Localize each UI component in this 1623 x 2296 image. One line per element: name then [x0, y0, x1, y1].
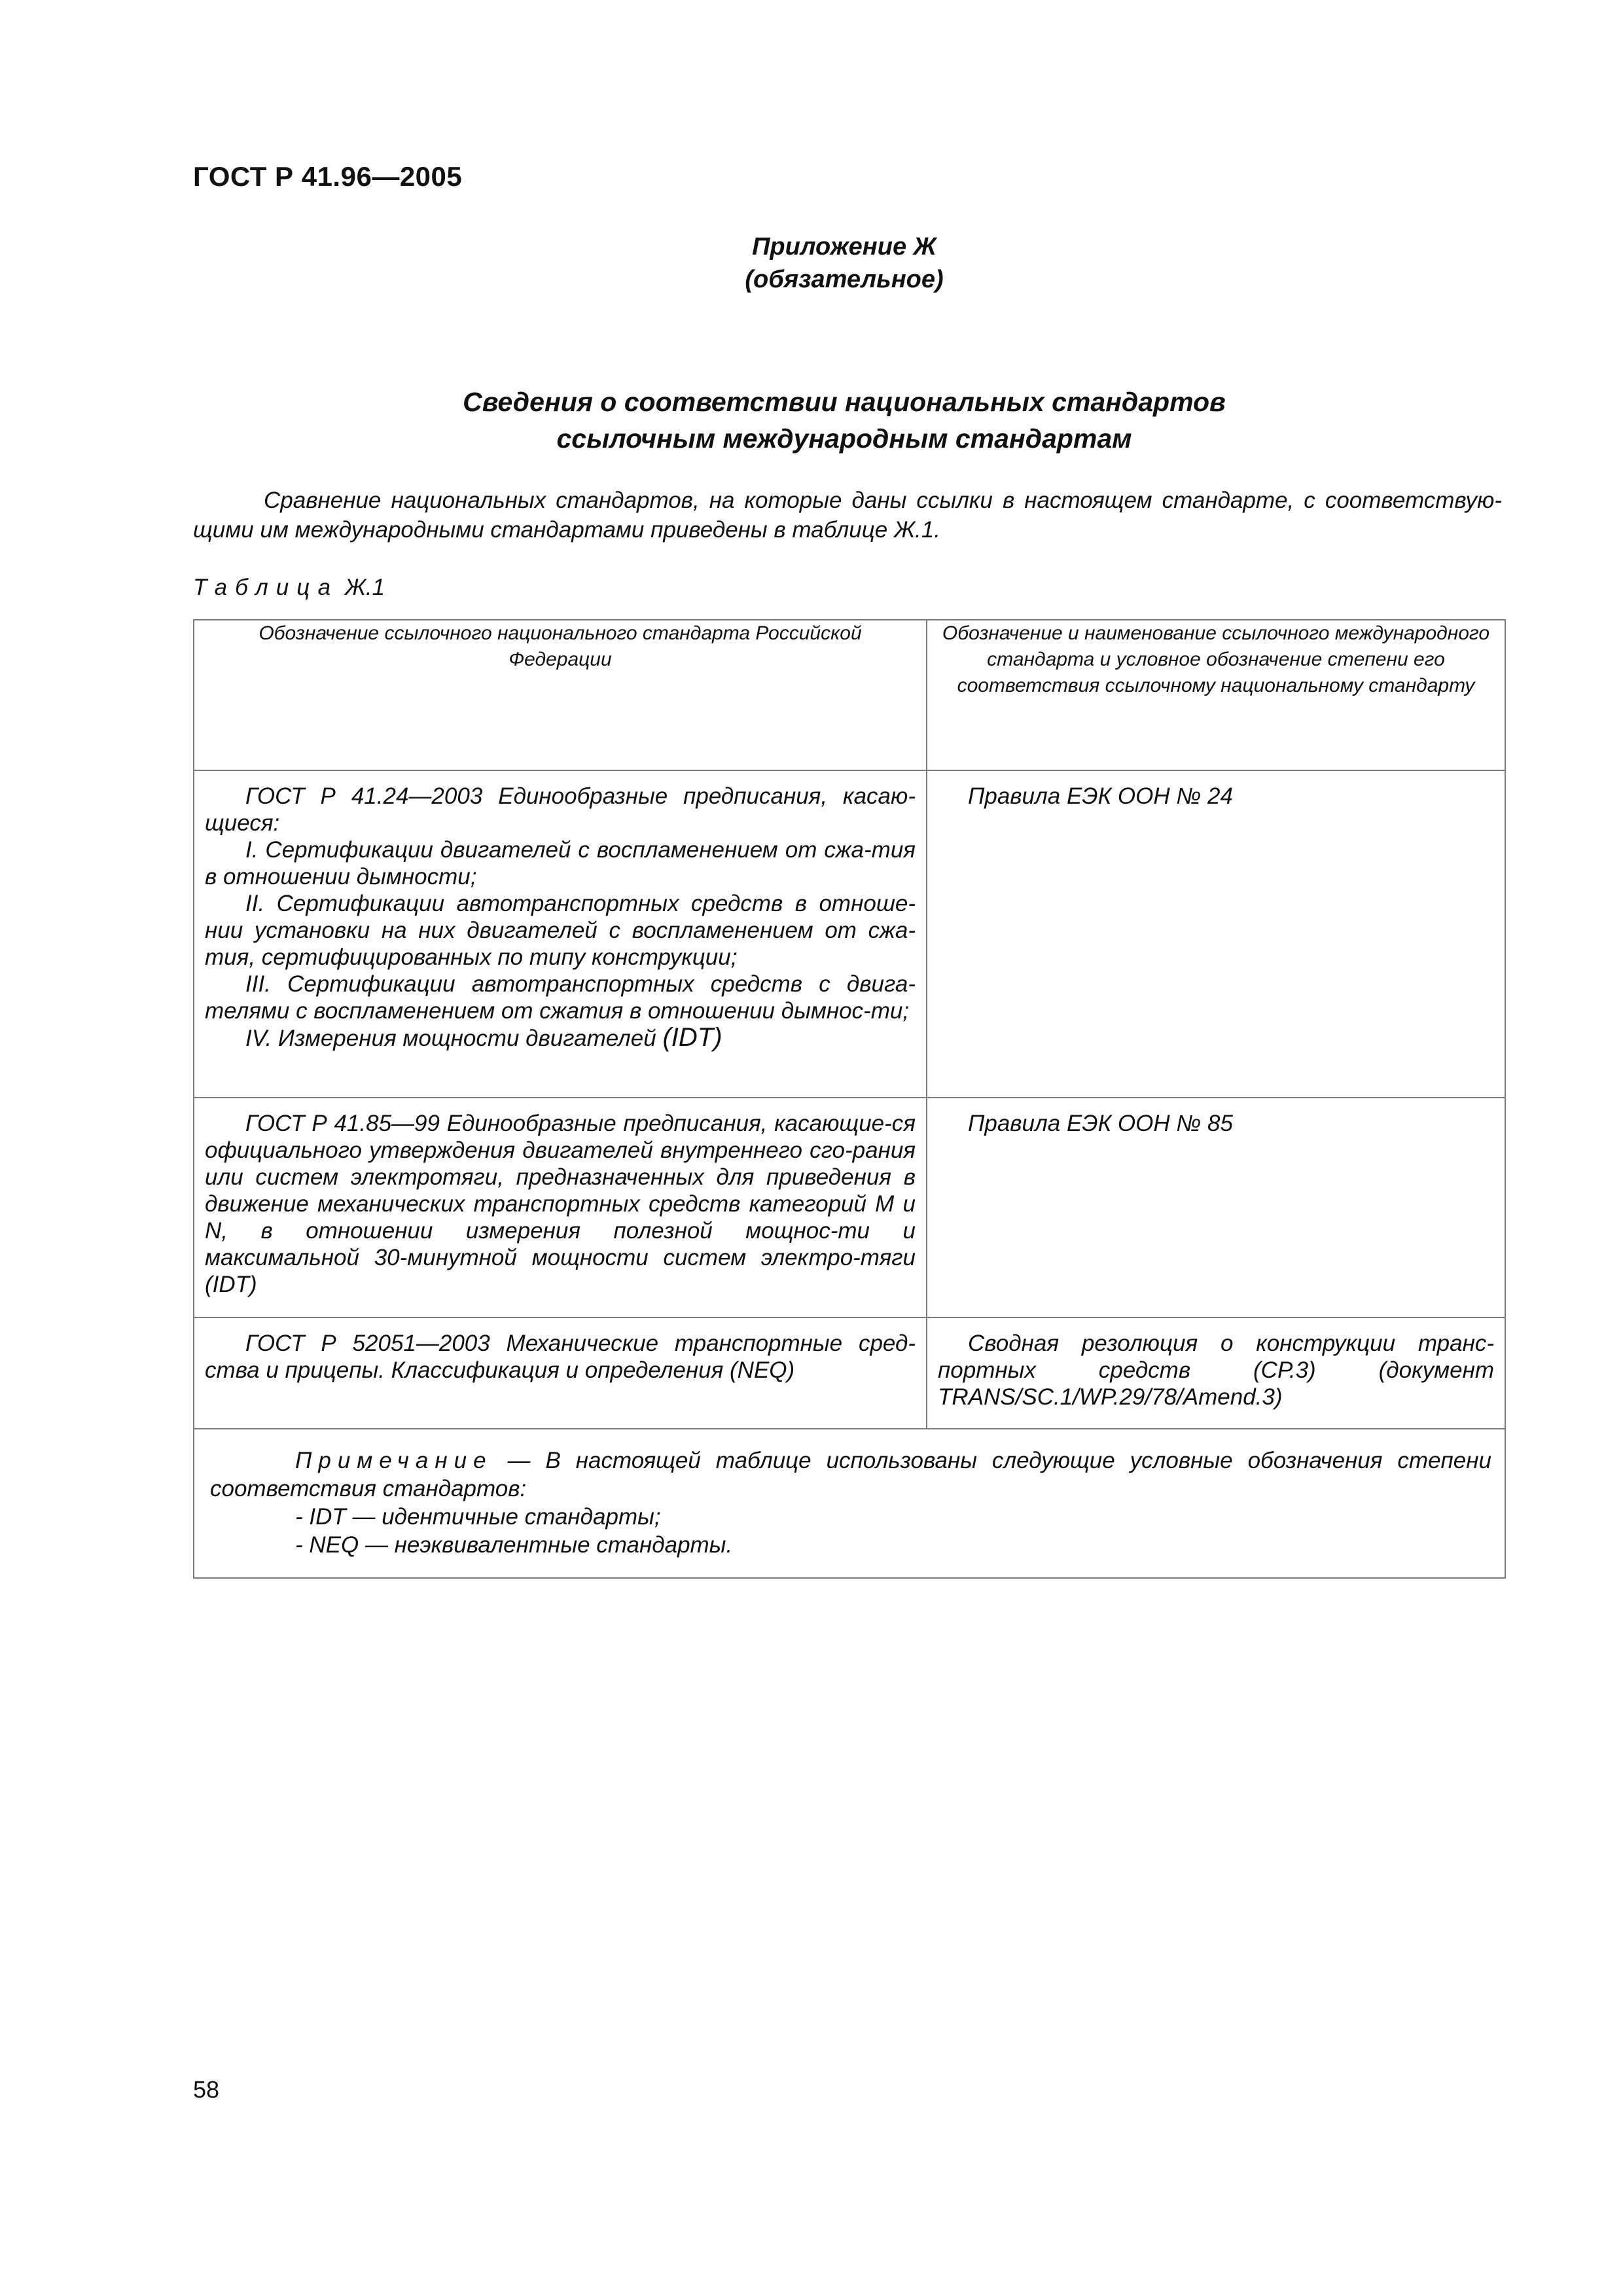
- national-standard-item: III. Сертификации автотранспортных средств с двига-телями с воспламенением от сжатия в отношении дымнос-ти;: [205, 971, 916, 1024]
- note-text: [210, 1446, 1491, 1503]
- note-item: - IDT — идентичные стандарты;: [295, 1504, 661, 1530]
- intro-paragraph: Сравнение национальных стандартов, на которые даны ссылки в настоящем стандарте, с соответствую-щими им международными стандартами приведены в таблице Ж.1.: [193, 488, 1502, 543]
- document-code: ГОСТ Р 41.96—2005: [193, 161, 463, 192]
- section-title-line2: ссылочным международным стандартам: [556, 423, 1132, 454]
- table-note-row: [194, 1429, 1505, 1578]
- page-number: 58: [193, 2076, 220, 2103]
- national-standard-item: I. Сертификации двигателей с воспламенением от сжа-тия в отношении дымности;: [205, 837, 916, 889]
- correspondence-mark: (IDT): [662, 1023, 722, 1052]
- header-national-standard: Обозначение ссылочного национального стандарта Российской Федерации: [194, 620, 927, 770]
- table-header-row: [194, 620, 1505, 770]
- table-row: [194, 1098, 1505, 1318]
- national-standard-cell: [194, 1098, 927, 1318]
- section-title: [0, 384, 1623, 457]
- table-row: [194, 770, 1505, 1098]
- section-title-line1: Сведения о соответствии национальных стандартов: [463, 387, 1226, 417]
- appendix-heading: [0, 230, 1623, 296]
- national-standard-cell: [194, 1318, 927, 1429]
- national-standard-cell: [194, 770, 927, 1098]
- table-caption-number: Ж.1: [344, 575, 385, 600]
- appendix-status: (обязательное): [745, 266, 944, 293]
- note-item: - NEQ — неэквивалентные стандарты.: [295, 1532, 733, 1558]
- international-standard-cell: Правила ЕЭК ООН № 85: [927, 1098, 1505, 1318]
- national-standard-title: ГОСТ Р 52051—2003 Механические транспортные сред-ства и прицепы. Классификация и определения (NEQ): [205, 1331, 916, 1383]
- note-label: Примечание: [295, 1448, 493, 1473]
- national-standard-item: II. Сертификации автотранспортных средств в отноше-нии установки на них двигателей с воспламенением от сжа-тия, сертифицированных по типу конструкции;: [205, 891, 916, 970]
- table-caption: [193, 575, 385, 601]
- appendix-title: Приложение Ж: [752, 233, 936, 260]
- note-body: — В настоящей таблице использованы следующие условные обозначения степени соответствия стандартов:: [210, 1448, 1491, 1501]
- national-standard-title: ГОСТ Р 41.85—99 Единообразные предписания, касающие-ся официального утверждения двигателей внутреннего сго-рания или систем электротяги, предназначенных для приведения в движение механических транспортных средств категорий М и N, в отношении измерения полезной мощнос-ти и максимальной 30-минутной мощности систем электро-тяги (IDT): [205, 1111, 916, 1297]
- national-standard-title: ГОСТ Р 41.24—2003 Единообразные предписания, касаю-щиеся:: [205, 783, 916, 836]
- national-standard-item-last: [205, 1024, 916, 1052]
- table-row: [194, 1318, 1505, 1429]
- international-standard-cell: Сводная резолюция о конструкции транс-портных средств (СР.3) (документ TRANS/SC.1/WP.29/78/Amend.3): [927, 1318, 1505, 1429]
- national-standard-item: IV. Измерения мощности двигателей: [245, 1026, 656, 1051]
- international-standard-cell: Правила ЕЭК ООН № 24: [927, 770, 1505, 1098]
- table-note: [194, 1429, 1505, 1578]
- header-international-standard: Обозначение и наименование ссылочного международного стандарта и условное обозначение степени его соответствия ссылочному национальному стандарту: [927, 620, 1505, 770]
- standards-table: [193, 619, 1506, 1579]
- table-caption-word: Таблица: [193, 575, 339, 600]
